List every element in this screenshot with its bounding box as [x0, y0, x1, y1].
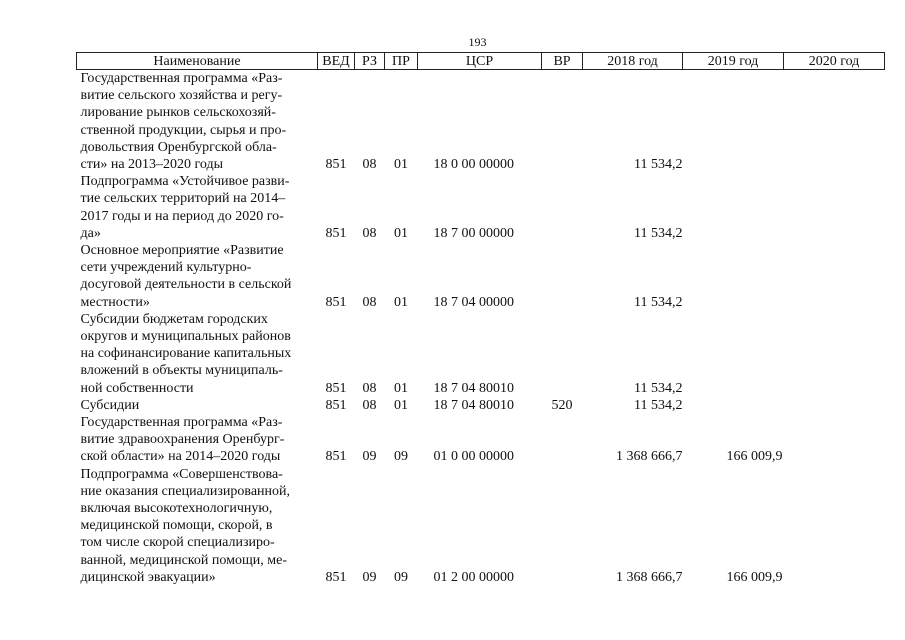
row-amount-2019 — [683, 397, 784, 414]
row-name-line: Субсидии бюджетам городских — [80, 311, 268, 327]
row-name-line: ванной, медицинской помощи, ме- — [80, 552, 287, 568]
row-csr: 01 2 00 00000 — [433, 569, 514, 585]
row-name-line: том числе скорой специализиро- — [80, 535, 275, 551]
row-amount-2019 — [683, 70, 784, 174]
header-2019: 2019 год — [683, 53, 784, 70]
row-rz: 08 — [362, 157, 377, 173]
row-amount-2019: 166 009,9 — [726, 569, 783, 585]
header-ved: ВЕД — [318, 53, 355, 70]
header-pr: ПР — [385, 53, 418, 70]
row-vr — [542, 311, 583, 397]
row-name-line: Государственная программа «Раз- — [80, 71, 283, 86]
row-ved: 851 — [325, 449, 347, 465]
table-body — [77, 70, 885, 587]
row-amount-2019 — [683, 311, 784, 397]
row-name-line: включая высокотехнологичную, — [80, 501, 273, 517]
row-name-line: 2017 годы и на период до 2020 го- — [80, 208, 284, 224]
row-amount-2020 — [784, 397, 885, 414]
row-amount-2018: 11 534,2 — [634, 380, 683, 396]
row-name-line: досуговой деятельности в сельской — [80, 277, 292, 293]
row-amount-2018: 11 534,2 — [634, 157, 683, 173]
row-rz: 08 — [362, 397, 377, 413]
row-name-line: Подпрограмма «Совершенствова- — [80, 466, 283, 482]
row-name-line: Субсидии — [80, 397, 140, 413]
header-rz: РЗ — [355, 53, 385, 70]
table-row — [77, 311, 885, 397]
row-csr: 18 7 00 00000 — [433, 225, 514, 241]
row-ved: 851 — [325, 569, 347, 585]
row-csr: 01 0 00 00000 — [433, 449, 514, 465]
header-2018: 2018 год — [583, 53, 683, 70]
row-amount-2020 — [784, 466, 885, 586]
row-amount-2018: 11 534,2 — [634, 397, 683, 413]
row-amount-2018: 1 368 666,7 — [616, 569, 683, 585]
row-csr: 18 7 04 80010 — [433, 397, 514, 413]
row-amount-2020 — [784, 414, 885, 466]
row-amount-2019: 166 009,9 — [726, 449, 783, 465]
row-amount-2019 — [683, 173, 784, 242]
table-row — [77, 466, 885, 586]
row-csr: 18 7 04 00000 — [433, 294, 514, 310]
table-row — [77, 70, 885, 174]
row-vr — [542, 242, 583, 311]
row-name-line: ской области» на 2014–2020 годы — [80, 449, 281, 465]
row-name-line: сети учреждений культурно- — [80, 260, 252, 276]
row-name-line: сти» на 2013–2020 годы — [80, 157, 224, 173]
row-ved: 851 — [325, 380, 347, 396]
row-amount-2020 — [784, 311, 885, 397]
row-csr: 18 0 00 00000 — [433, 157, 514, 173]
header-csr: ЦСР — [418, 53, 542, 70]
row-pr: 01 — [394, 157, 408, 173]
row-name-line: округов и муниципальных районов — [80, 329, 291, 345]
row-name-line: Основное мероприятие «Развитие — [80, 243, 284, 259]
row-rz: 09 — [362, 569, 377, 585]
row-vr — [542, 70, 583, 174]
row-name-line: тие сельских территорий на 2014– — [80, 191, 286, 207]
row-name-line: ной собственности — [80, 380, 194, 396]
row-vr — [542, 414, 583, 466]
row-amount-2019 — [683, 242, 784, 311]
row-amount-2020 — [784, 70, 885, 174]
row-name — [77, 414, 318, 466]
row-pr: 01 — [394, 225, 408, 241]
row-name-line: Подпрограмма «Устойчивое разви- — [80, 174, 290, 190]
row-amount-2018: 1 368 666,7 — [616, 449, 683, 465]
row-ved: 851 — [325, 157, 347, 173]
row-name — [77, 466, 318, 586]
row-pr: 01 — [394, 294, 408, 310]
row-vr — [542, 466, 583, 586]
row-ved: 851 — [325, 294, 347, 310]
table-row — [77, 397, 885, 414]
row-amount-2018: 11 534,2 — [634, 225, 683, 241]
row-vr — [542, 173, 583, 242]
row-name-line: ственной продукции, сырья и про- — [80, 122, 287, 138]
row-name — [77, 173, 318, 242]
row-pr: 09 — [394, 449, 408, 465]
row-ved: 851 — [325, 397, 347, 413]
table-header — [77, 53, 885, 70]
header-row — [77, 53, 885, 70]
row-name-line: довольствия Оренбургской обла- — [80, 139, 277, 155]
row-pr: 01 — [394, 397, 408, 413]
row-amount-2020 — [784, 173, 885, 242]
row-name-line: ние оказания специализированной, — [80, 483, 291, 499]
row-name — [77, 242, 318, 311]
row-pr: 09 — [394, 569, 408, 585]
header-2020: 2020 год — [784, 53, 885, 70]
row-name-line: на софинансирование капитальных — [80, 346, 292, 362]
page-number: 193 — [468, 35, 487, 49]
row-name-line: дицинской эвакуации» — [80, 569, 216, 585]
row-name — [77, 311, 318, 397]
row-rz: 08 — [362, 380, 377, 396]
row-amount-2020 — [784, 242, 885, 311]
row-name-line: медицинской помощи, скорой, в — [80, 518, 273, 534]
row-name-line: Государственная программа «Раз- — [80, 415, 283, 431]
table-row — [77, 242, 885, 311]
row-pr: 01 — [394, 380, 408, 396]
row-vr: 520 — [551, 397, 573, 413]
row-rz: 08 — [362, 225, 377, 241]
row-name-line: да» — [80, 225, 101, 241]
row-rz: 09 — [362, 449, 377, 465]
row-name-line: витие сельского хозяйства и регу- — [80, 88, 283, 104]
row-name — [77, 397, 318, 414]
budget-table — [76, 52, 885, 586]
row-rz: 08 — [362, 294, 377, 310]
header-name: Наименование — [77, 53, 318, 70]
row-amount-2018: 11 534,2 — [634, 294, 683, 310]
row-name — [77, 70, 318, 174]
header-vr: ВР — [542, 53, 583, 70]
row-name-line: витие здравоохранения Оренбург- — [80, 432, 285, 448]
row-name-line: вложений в объекты муниципаль- — [80, 363, 283, 379]
table-row — [77, 173, 885, 242]
row-name-line: местности» — [80, 294, 150, 310]
row-ved: 851 — [325, 225, 347, 241]
row-name-line: лирование рынков сельскохозяй- — [80, 105, 276, 121]
row-csr: 18 7 04 80010 — [433, 380, 514, 396]
table-row — [77, 414, 885, 466]
